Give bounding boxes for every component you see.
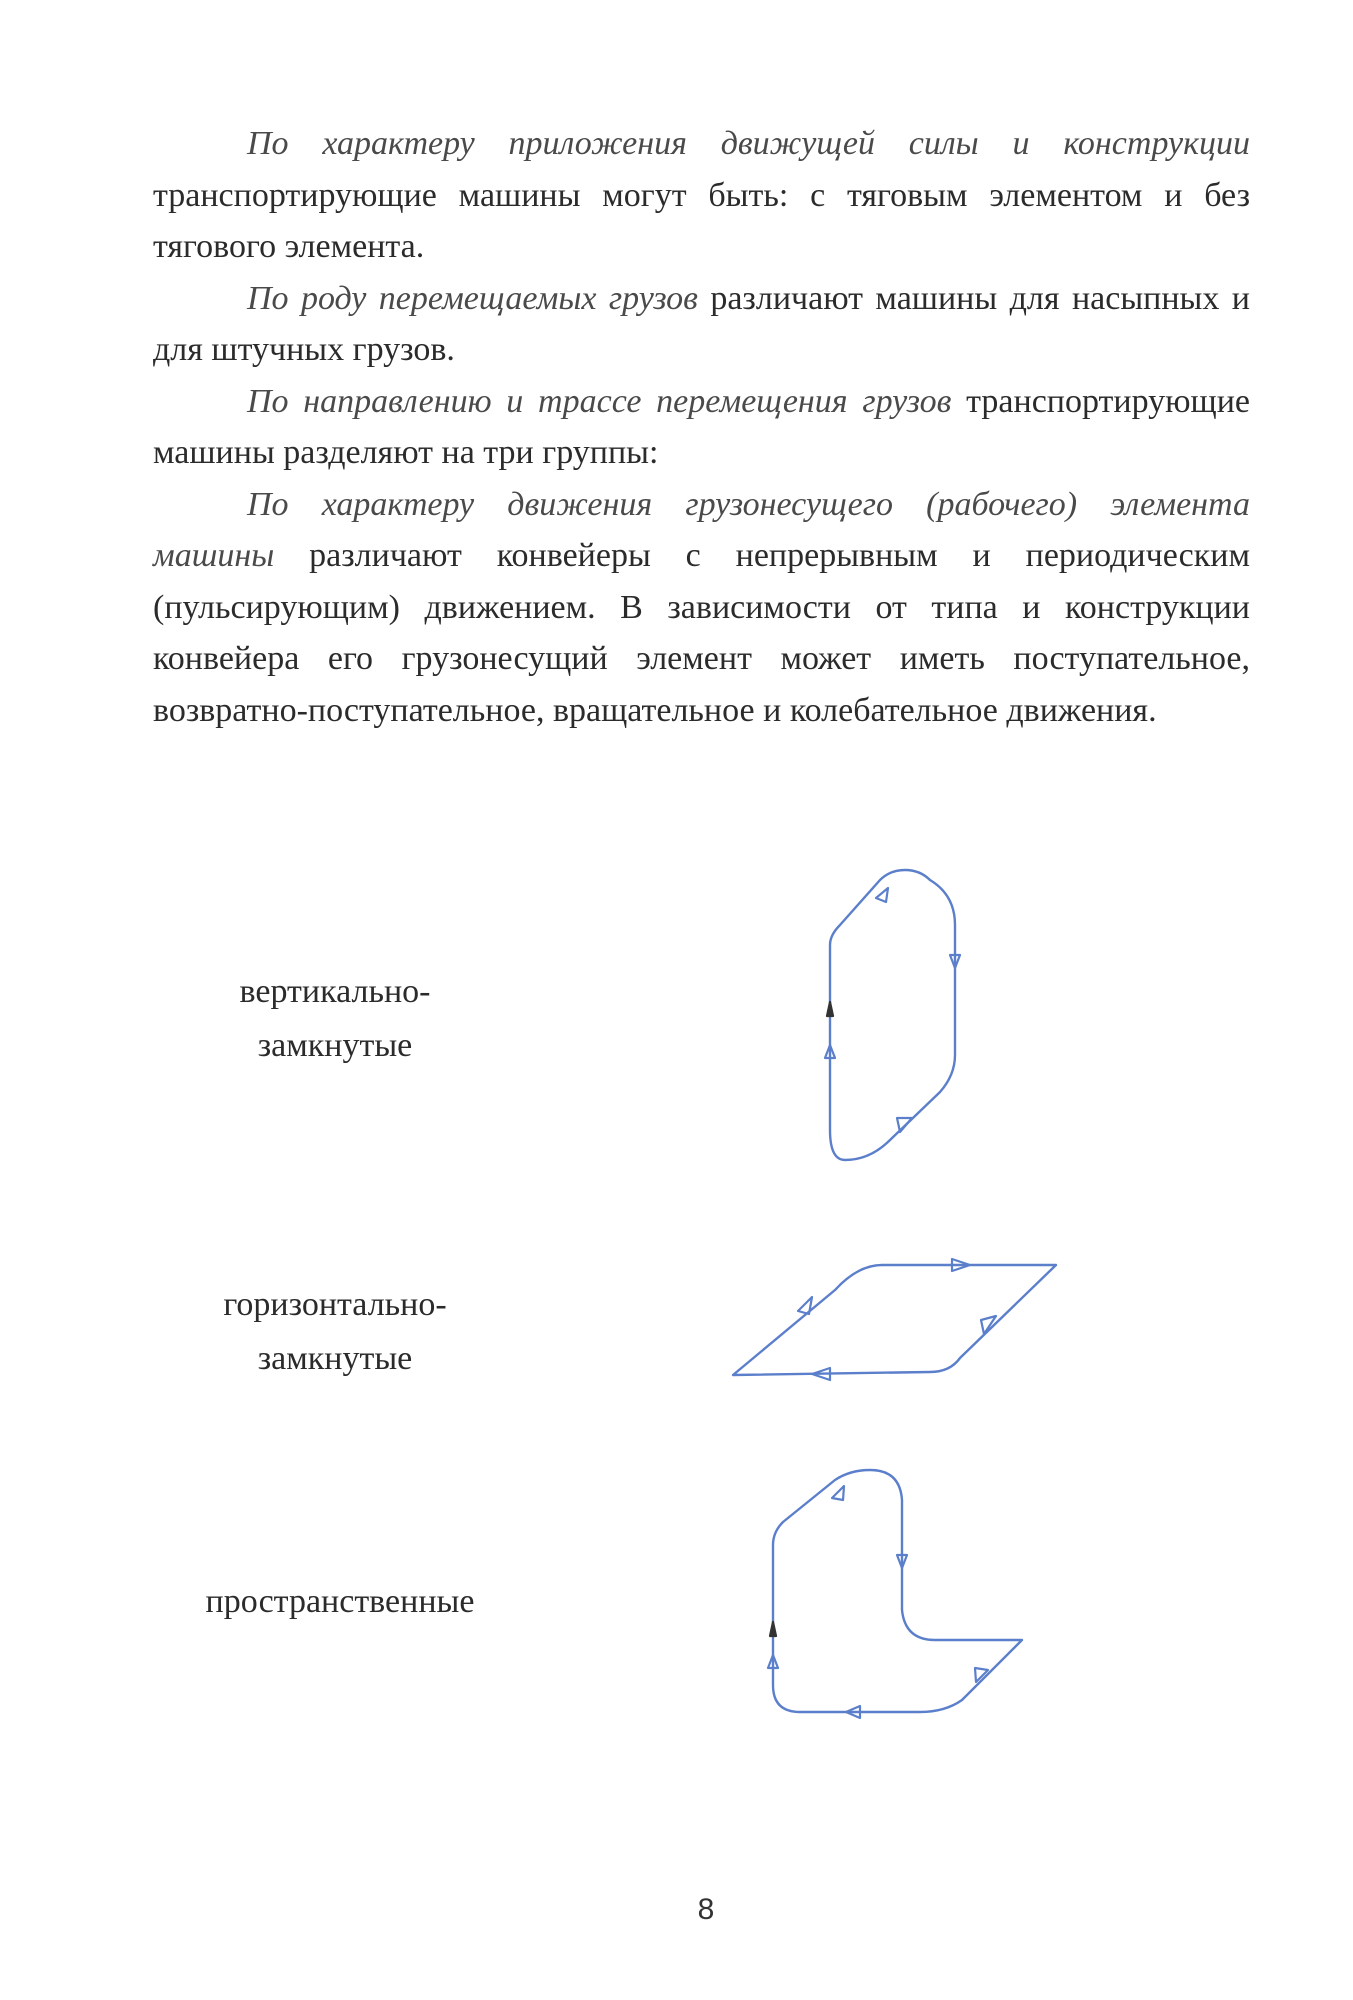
vertical-closed-route: [830, 870, 955, 1160]
label-vertical-line1: вертикально-: [239, 973, 431, 1010]
paragraph-4-italic: По характеру движения грузонесущего (рабочего) элемента машины: [153, 485, 1250, 574]
horizontal-closed-route: [733, 1265, 1056, 1375]
vertical-arrow-left-mid: [827, 1002, 833, 1016]
spatial-arrow-left-mid: [770, 1622, 776, 1636]
label-vertical-line2: замкнутые: [257, 1027, 413, 1064]
label-spatial-line1: пространственные: [205, 1583, 475, 1620]
paragraph-1-italic: По характеру приложения движущей силы и конструкции: [247, 125, 1250, 162]
label-horizontal-line2: замкнутые: [257, 1340, 413, 1377]
label-horizontal-line1: горизонтально-: [223, 1286, 447, 1323]
spatial-route: [773, 1470, 1022, 1712]
paragraph-3-text: транспортирующие машины разделяют на три группы:: [153, 382, 1251, 471]
paragraph-2-italic: По роду перемещаемых грузов: [247, 279, 698, 317]
paragraph-2-text: различают машины для насыпных и для штучных грузов.: [153, 279, 1251, 368]
spatial-arrow-top: [832, 1486, 844, 1500]
paragraph-1-text: транспортирующие машины могут быть: с тяговым элементом и без тягового элемента.: [153, 176, 1250, 265]
paragraph-3-italic: По направлению и трассе перемещения грузов: [247, 382, 952, 420]
horizontal-arrow-left: [798, 1297, 812, 1314]
paragraph-4-text: различают конвейеры с непрерывным и периодическим (пульсирующим) движением. В зависимости от типа и конструкции конвейера его грузонесущий элемент может иметь поступательное, возвратно-поступательное, вращательное и колебательное движения.: [153, 537, 1250, 729]
vertical-arrow-top: [876, 888, 888, 902]
page-number: 8: [697, 1893, 715, 1926]
